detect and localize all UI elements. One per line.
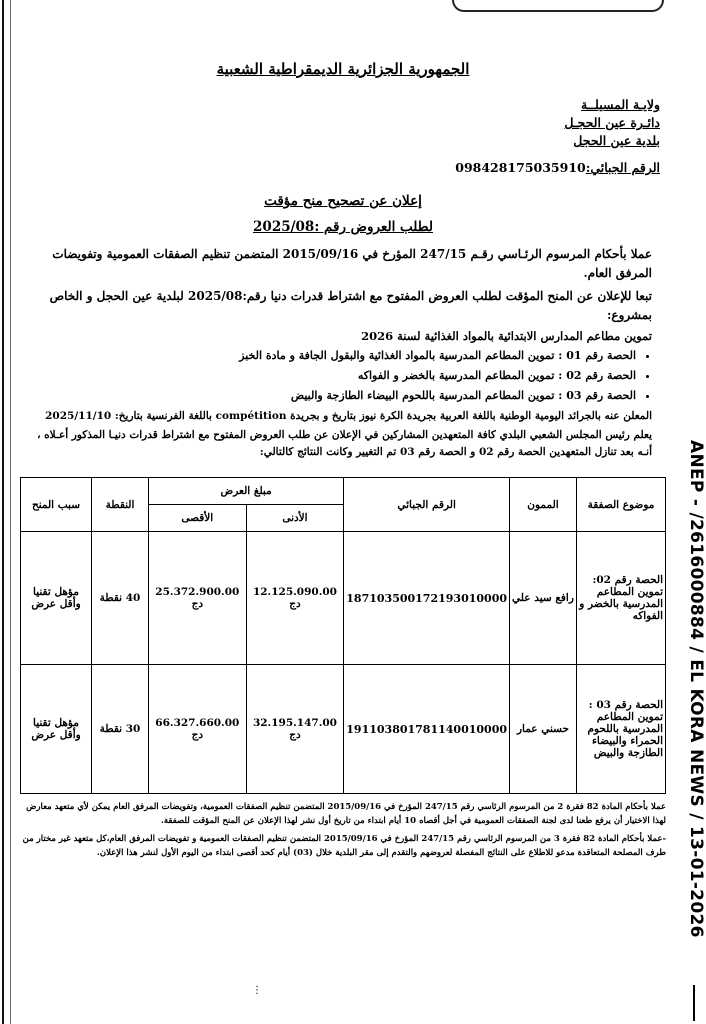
cell-subject: الحصة رقم 02: تموين المطاعم المدرسية بالخضر و الفواكه bbox=[577, 532, 666, 665]
list-item: • الحصة رقم 01 : تموين المطاعم المدرسية بالمواد الغذائية والبقول الجافة و مادة الخبز bbox=[20, 346, 636, 366]
results-intro-paragraph: يعلم رئيس المجلس الشعبي البلدي كافة المتعهدين المشاركين في الإعلان عن طلب العروض المفتوح مع اشتراط قدرات دنيـا المذكور أعـلاه ، أنـه بعد تنازل المتعهدين الحصة رقم 02 و الحصة رقم 03 تم التغيير وكانت النتائج كالتالي: bbox=[37, 429, 652, 458]
col-max-header: الأقصى bbox=[149, 505, 247, 532]
col-subject-header: موضوع الصفقة bbox=[577, 478, 666, 532]
cell-reason: مؤهل تقنيا وأقل عرض bbox=[21, 532, 92, 665]
cell-supplier: رافع سيد علي bbox=[510, 532, 577, 665]
col-supplier-header: الممون bbox=[510, 478, 577, 532]
cell-score: 40 نقطة bbox=[92, 532, 149, 665]
tax-id-label: الرقم الجبائي: bbox=[585, 160, 660, 175]
republic-title: الجمهورية الجزائرية الديمقراطية الشعبية bbox=[216, 60, 470, 78]
results-table bbox=[20, 477, 666, 794]
col-reason-header: سبب المنح bbox=[21, 478, 92, 532]
side-publication-tag: ANEP - /2616000884 / EL KORA NEWS / 13-01-2026 bbox=[686, 440, 706, 938]
lots-list bbox=[20, 346, 666, 406]
table-row bbox=[21, 665, 666, 794]
decree-paragraph: عملا بأحكام المرسوم الرئـاسي رقـم 247/15 المؤرخ في 2015/09/16 المتضمن تنظيم الصفقات العمومية وتفويضات المرفق العام. bbox=[52, 247, 652, 280]
top-header-fragment bbox=[452, 0, 664, 12]
table-row bbox=[21, 532, 666, 665]
tax-id-value: 098428175035910 bbox=[455, 160, 586, 175]
left-border-line bbox=[2, 0, 4, 1024]
list-item: • الحصة رقم 03 : تموين المطاعم المدرسية باللحوم البيضاء الطازجة والبيض bbox=[20, 386, 636, 406]
col-min-header: الأدنى bbox=[246, 505, 344, 532]
project-title: تموين مطاعم المدارس الابتدائية بالمواد الغذائية لسنة 2026 bbox=[361, 329, 652, 343]
footnote-results-consult: -عملا بأحكام المادة 82 فقرة 3 من المرسوم الرئاسي رقم 247/15 المؤرخ في 2015/09/16 المتضمن تنظيم الصفقات العمومية و تفويضات المرفق العام،كل متعهد غير مختار من طرف المصلحة المتعاقدة مدعو للاطلاع على النتائج المفصلة لعروضهم والتقدم إلى مقر البلدية خلال (03) أيام كحد أقصى ابتداء من اليوم الأول لنشر هذا الإعلان. bbox=[22, 834, 666, 858]
daira-line: دائـرة عين الحجـل bbox=[564, 115, 660, 130]
publication-paragraph: المعلن عنه بالجرائد اليومية الوطنية باللغة العربية بجريدة الكرة نيوز بتاريخ و بجريدة compétition باللغة الفرنسية بتاريخ: 2025/11/10 bbox=[45, 410, 652, 422]
cell-taxid: 191103801781140010000 bbox=[344, 665, 510, 794]
cell-min: 32.195.147.00 دج bbox=[246, 665, 344, 794]
cell-supplier: حسني عمار bbox=[510, 665, 577, 794]
commune-line: بلدية عين الحجل bbox=[573, 133, 660, 148]
left-border-line-inner bbox=[10, 0, 11, 1024]
col-taxid-header: الرقم الجبائي bbox=[344, 478, 510, 532]
tax-id-line bbox=[20, 160, 660, 175]
context-paragraph: تبعا للإعلان عن المنح المؤقت لطلب العروض المفتوح مع اشتراط قدرات دنيا رقم:2025/08 لبلدية عين الحجل و الخاص بمشروع: bbox=[49, 289, 652, 322]
cell-max: 25.372.900.00 دج bbox=[149, 532, 247, 665]
cell-reason: مؤهل تقنيا وأقل عرض bbox=[21, 665, 92, 794]
issuer-header bbox=[20, 96, 660, 150]
scan-mark: ⋮ bbox=[252, 985, 262, 996]
col-amount-header: مبلغ العرض bbox=[149, 478, 344, 505]
cell-taxid: 187103500172193010000 bbox=[344, 532, 510, 665]
cell-min: 12.125.090.00 دج bbox=[246, 532, 344, 665]
side-rule bbox=[693, 985, 695, 1021]
col-score-header: النقطة bbox=[92, 478, 149, 532]
cell-max: 66.327.660.00 دج bbox=[149, 665, 247, 794]
list-item: • الحصة رقم 02 : تموين المطاعم المدرسية بالخضر و الفواكه bbox=[20, 366, 636, 386]
announcement-document bbox=[20, 50, 666, 860]
cell-subject: الحصة رقم 03 : تموين المطاعم المدرسية باللحوم الحمراء والبيضاء الطازجة والبيض bbox=[577, 665, 666, 794]
footnote-appeal: عملا بأحكام المادة 82 فقرة 2 من المرسوم الرئاسي رقم 247/15 المؤرخ في 2015/09/16 المتضمن تنظيم الصفقات العمومية، وتفويضات المرفق العام يمكن لأي متعهد معارض لهذا الاختيار أن يرفع طعنا لدى لجنة الصفقات العمومية في أجل أقصاه 10 أيام ابتداء من تاريخ أول نشر لهذا الإعلان عن المنح المؤقت للصفقة. bbox=[26, 802, 666, 826]
table-header-row bbox=[21, 478, 666, 505]
cell-score: 30 نقطة bbox=[92, 665, 149, 794]
notice-title: إعلان عن تصحيح منح مؤقت bbox=[264, 193, 422, 209]
wilaya-line: ولايـة المسيلــة bbox=[581, 97, 660, 112]
tender-reference: لطلب العروض رقم :2025/08 bbox=[253, 219, 433, 235]
